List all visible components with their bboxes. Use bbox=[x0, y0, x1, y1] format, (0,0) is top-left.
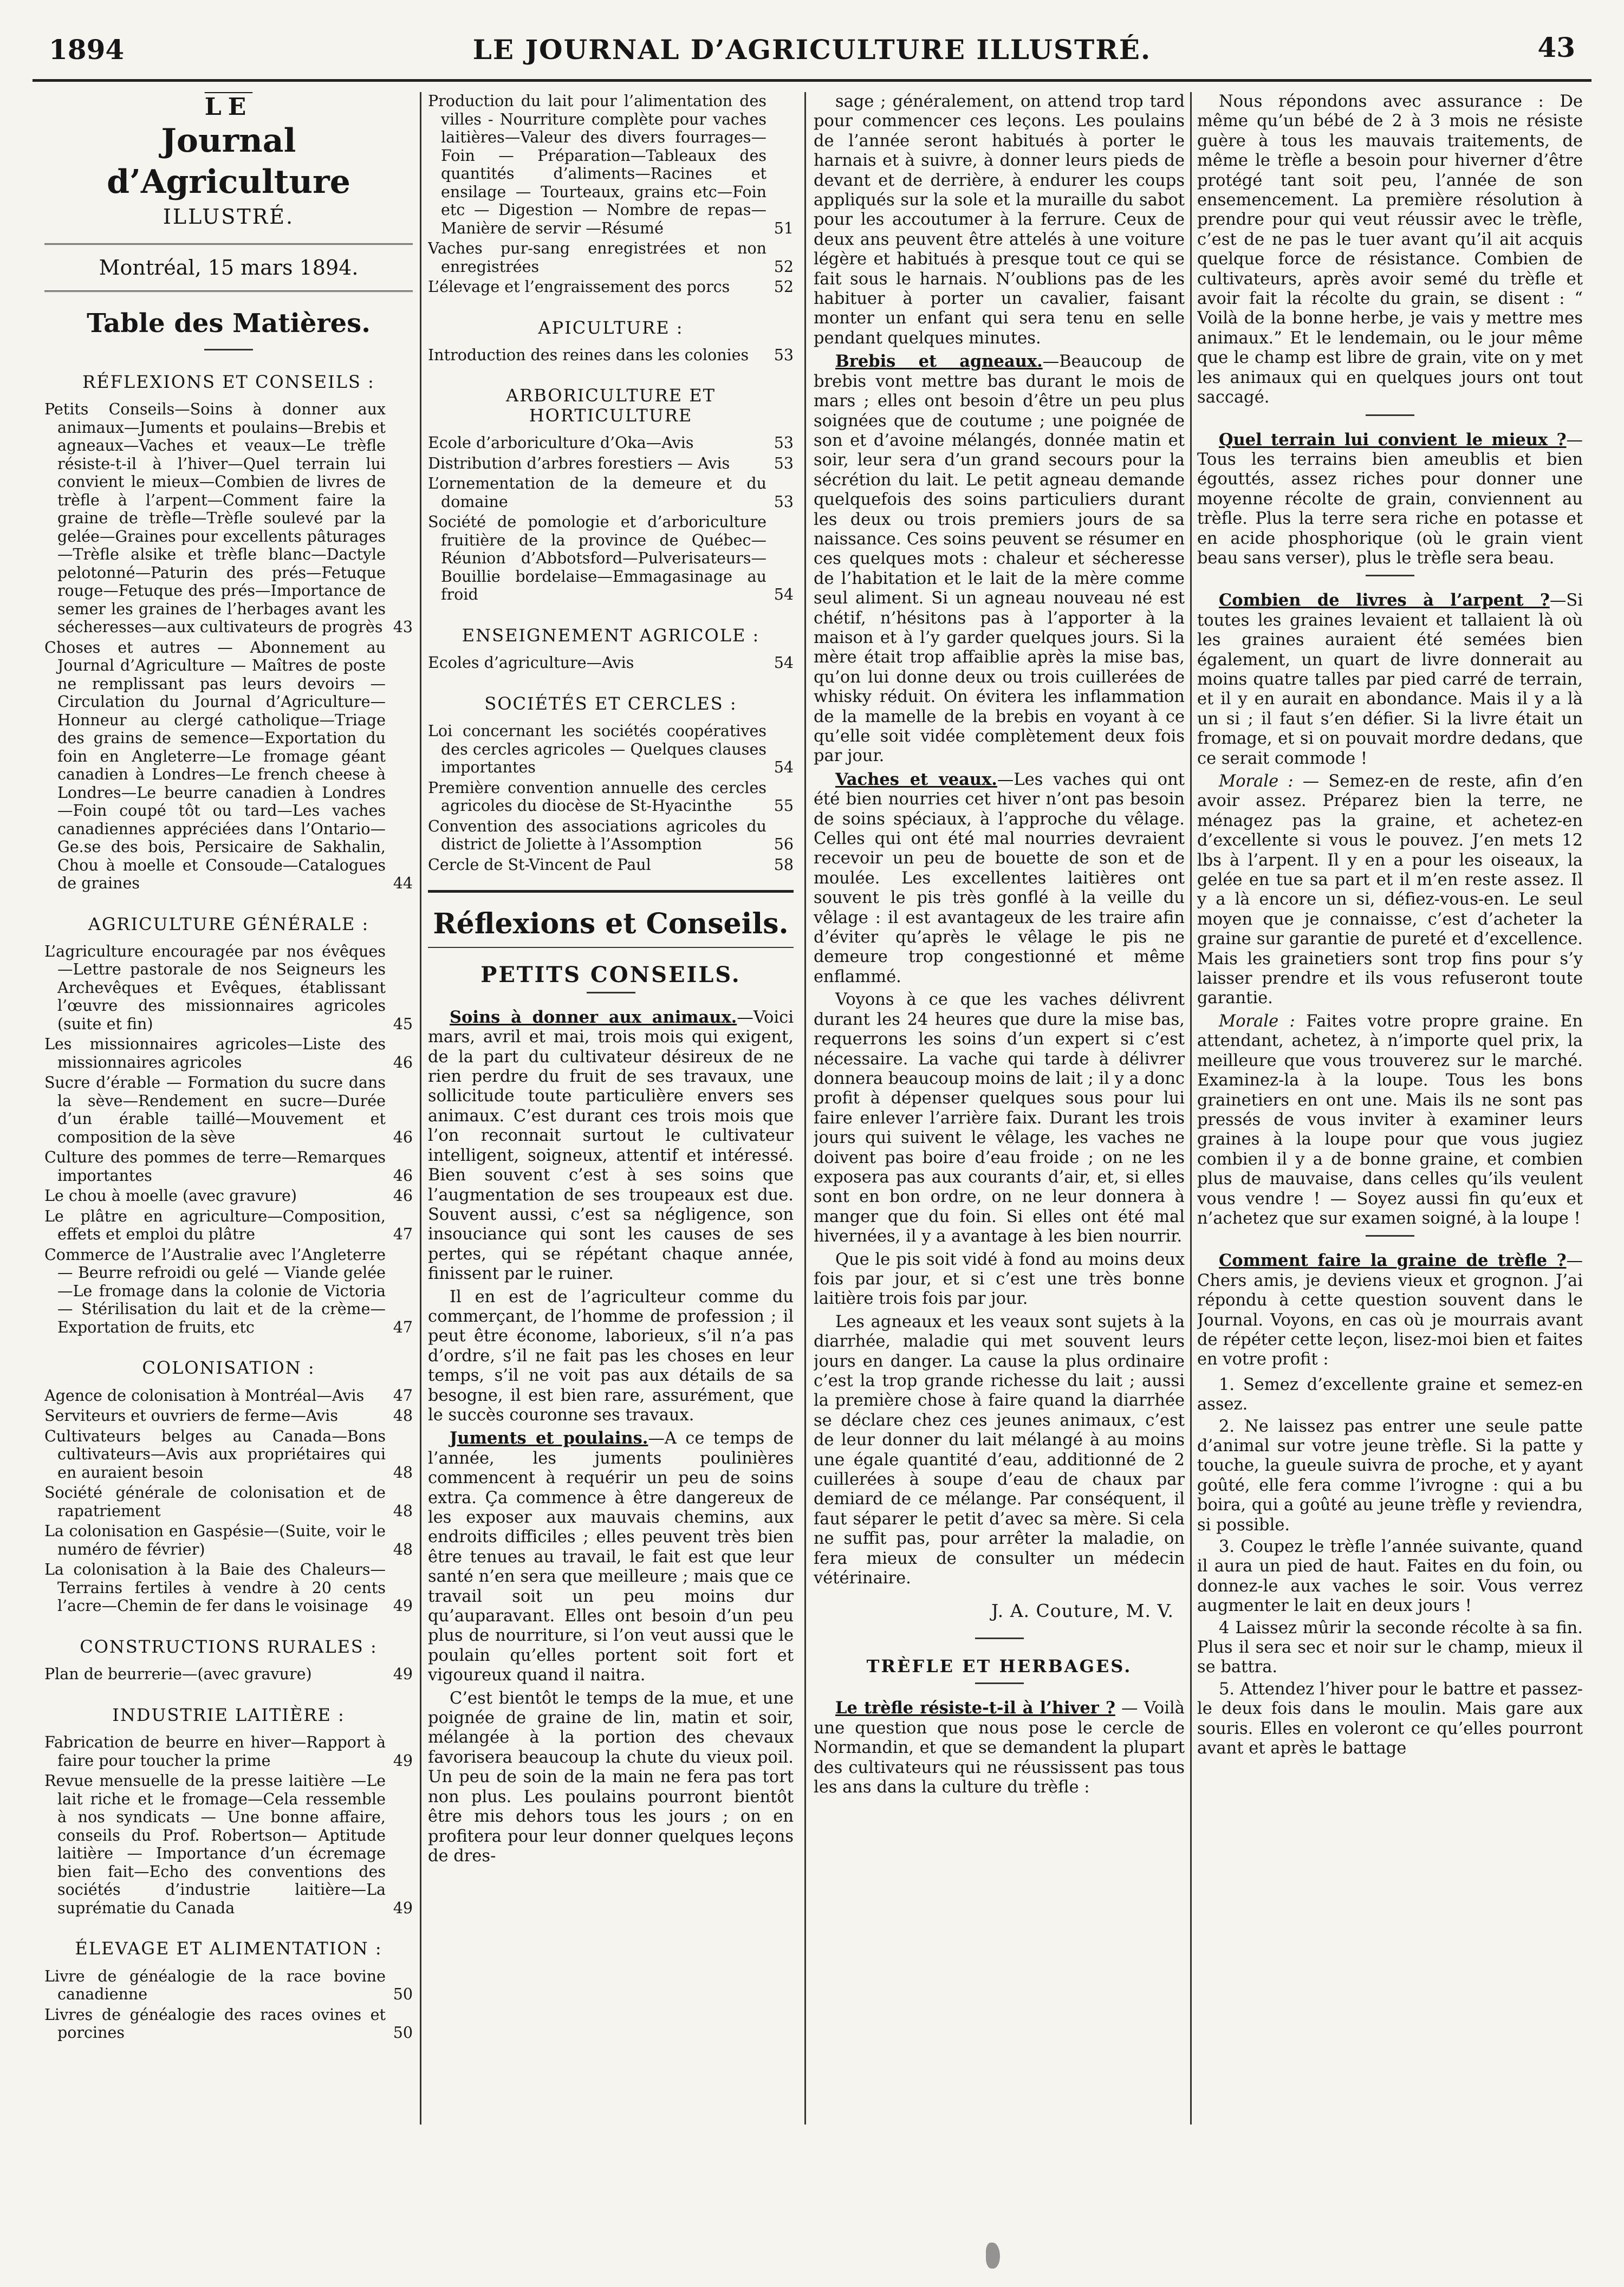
toc-entry-page: 52 bbox=[774, 257, 794, 276]
morale-label: Morale : bbox=[1219, 772, 1294, 791]
toc-entry bbox=[44, 1387, 413, 1405]
article-body-col3 bbox=[814, 92, 1185, 1588]
paragraph-text: Faites votre propre graine. En attendant, achetez, à n’importe quel prix, la meilleure que vous trouverez sur le marché. Examinez-la à la loupe. Tous les bons grainetiers en ont une. Mais ils ne sont pas pressés de vous inviter à examiner leurs graines à la loupe pour que vous jugiez combien il y a de bonne graine, et combien plus de mauvaise, dans celles qu’ils veulent vous vendre ! — Soyez aussi fin qu’eux et n’achetez que sur examen soigné, à la loupe ! bbox=[1197, 1011, 1583, 1228]
paragraph-lead: Le trèfle résiste-t-il à l’hiver ? bbox=[835, 1698, 1115, 1718]
toc-list bbox=[428, 92, 794, 296]
toc-entry bbox=[44, 1148, 413, 1185]
toc-entry bbox=[44, 1561, 413, 1615]
divider bbox=[1366, 1235, 1414, 1237]
toc-entry-text: Fabrication de beurre en hiver—Rapport à faire pour toucher la prime bbox=[44, 1733, 386, 1770]
toc-entry-page: 50 bbox=[393, 2024, 413, 2042]
masthead-name: Journal d’Agriculture bbox=[107, 122, 350, 202]
toc-entry-text: Livres de généalogie des races ovines et porcines bbox=[44, 2005, 386, 2042]
toc-entry-page: 45 bbox=[393, 1015, 413, 1033]
toc-entry-page: 48 bbox=[393, 1540, 413, 1558]
paragraph-text: — Semez-en de reste, afin d’en avoir assez. Préparez bien la terre, ne ménagez pas la graine, et achetez-en d’excellente si vous le pouvez. J’en mets 12 lbs à l’arpent. Il y en a pour les oiseaux, la gelée en tue sa part et il m’en reste assez. Il y a là encore un si, défiez-vous-en. Le seul moyen que je connaisse, c’est d’acheter la graine sur garantie de pureté et d’excellence. Mais les grainetiers sont trop fins pour s’y laisser prendre et ils vous refuseront toute garantie. bbox=[1197, 772, 1583, 1008]
toc-entry-page: 53 bbox=[774, 434, 794, 452]
dateline: Montréal, 15 mars 1894. bbox=[44, 243, 413, 292]
toc-entry-page: 49 bbox=[393, 1597, 413, 1615]
toc-section-heading: APICULTURE : bbox=[538, 317, 684, 338]
ink-blot bbox=[986, 2243, 1000, 2269]
toc-entry-text: Société de pomologie et d’arboriculture fruitière de la province de Québec—Réunion d’Abbotsford—Pulverisateurs—Bouillie bordelaise—Emmagasinage au froid bbox=[428, 513, 766, 604]
article-paragraph bbox=[814, 92, 1185, 348]
morale-paragraph bbox=[1197, 1012, 1583, 1229]
article-paragraph bbox=[428, 1288, 794, 1426]
toc-section-heading: RÉFLEXIONS ET CONSEILS : bbox=[82, 371, 375, 392]
paragraph-text: Les agneaux et les veaux sont sujets à la diarrhée, maladie qui met souvent leurs jours en danger. La cause la plus ordinaire c’est la trop grande richesse du lait ; aussi la première chose à faire quand la diarrhée se déclare chez ces jeunes animaux, c’est de leur donner du lait mélangé à au moins une égale quantité d’eau, additionné de 2 cuillerées à soupe d’eau de chaux par demiard de ce mélange. Par conséquent, il faut séparer le petit d’avec sa mère. Si cela ne suffit pas, pour arrêter la maladie, on fera mieux de consulter un médecin vétérinaire. bbox=[814, 1312, 1185, 1588]
paragraph-text: —Si toutes les graines levaient et tallaient là où les graines auraient été semées bien également, un quart de livre donnerait au moins quatre talles par pied carré de terrain, et il y en aurait en abondance. Mais il y a là un si ; il faut s’en défier. Si la livre était un fromage, et si on pouvait mordre dedans, que ce serait commode ! bbox=[1197, 591, 1583, 768]
toc-entry-page: 48 bbox=[393, 1502, 413, 1520]
toc-entry-text: Commerce de l’Australie avec l’Angleterre — Beurre refroidi ou gelé — Viande gelée—Le fromage dans la colonie de Victoria — Stérilisation du lait et de la crème—Exportation de fruits, etc bbox=[44, 1245, 386, 1336]
divider bbox=[1366, 575, 1414, 576]
toc-entry-page: 46 bbox=[393, 1187, 413, 1205]
toc-entry bbox=[44, 1187, 413, 1205]
toc-entry bbox=[44, 1484, 413, 1520]
paragraph-text: — Voilà une question que nous pose le cercle de Normandin, et que se demandent la plupart des cultivateurs qui ne réussissent pas tous les ans dans la culture du trèfle : bbox=[814, 1699, 1185, 1797]
toc-section-heading: SOCIÉTÉS ET CERCLES : bbox=[484, 693, 737, 714]
article-paragraph bbox=[814, 990, 1185, 1246]
toc-entry bbox=[428, 239, 794, 276]
toc-entry-text: Le chou à moelle (avec gravure) bbox=[44, 1187, 297, 1205]
toc-entry-text: Première convention annuelle des cercles agricoles du diocèse de St-Hyacinthe bbox=[428, 778, 766, 815]
toc-entry-text: L’ornementation de la demeure et du domaine bbox=[428, 475, 766, 511]
toc-entry-page: 47 bbox=[393, 1386, 413, 1405]
toc-entry-text: Plan de beurrerie—(avec gravure) bbox=[44, 1665, 312, 1684]
toc-entry-text: Convention des associations agricoles du district de Joliette à l’Assomption bbox=[428, 817, 766, 854]
toc-entry-page: 48 bbox=[393, 1463, 413, 1482]
toc-part-1 bbox=[44, 372, 413, 2042]
toc-entry-text: Loi concernant les sociétés coopératives des cercles agricoles — Quelques clauses importantes bbox=[428, 722, 766, 777]
toc-entry-text: Production du lait pour l’alimentation des villes - Nourriture complète pour vaches laitières—Valeur des divers fourrages—Foin — Préparation—Tableaux des quantités d’aliments—Racines et ensilage — Tourteaux, grains etc—Foin etc — Digestion — Nombre de repas—Manière de servir —Résumé bbox=[428, 92, 766, 237]
toc-entry-page: 49 bbox=[393, 1665, 413, 1684]
author-signature: J. A. Couture, M. V. bbox=[991, 1600, 1174, 1622]
toc-entry-page: 54 bbox=[774, 654, 794, 672]
paragraph-text: —Voici mars, avril et mai, trois mois qui exigent, de la part du cultivateur désireux de ne rien perdre du fruit de ses travaux, une sollicitude toute particulière envers ses animaux. C’est durant ces trois mois que l’on reconnait surtout le cultivateur intelligent, soigneux, attentif et intéressé. Bien souvent c’est à ses soins que l’augmentation de ses troupeaux est due. Souvent aussi, c’est sa négligence, son insouciance qui sont les causes de ses pertes, qui se répétant chaque année, finissent par le ruiner. bbox=[428, 1008, 794, 1284]
toc-entry-text: Le plâtre en agriculture—Composition, effets et emploi du plâtre bbox=[44, 1207, 386, 1244]
toc-entry-page: 46 bbox=[393, 1166, 413, 1185]
toc-entry bbox=[44, 1407, 413, 1425]
toc-entry bbox=[44, 1246, 413, 1337]
paragraph-text: — Tous les terrains bien ameublis et bien égouttés, assez riches pour donner une moyenne récolte de grain, conviennent au trèfle. Plus la terre sera riche en potasse et en acide phosphorique (où le grain vient beau sans verser), plus le trèfle sera beau. bbox=[1197, 430, 1583, 568]
question-heading: Comment faire la graine de trèfle ? bbox=[1219, 1251, 1567, 1271]
toc-list bbox=[428, 434, 794, 604]
toc-entry-page: 54 bbox=[774, 758, 794, 777]
toc-entry-page: 46 bbox=[393, 1128, 413, 1146]
column-4 bbox=[1197, 92, 1583, 2135]
toc-entry bbox=[428, 722, 794, 777]
toc-entry bbox=[44, 2006, 413, 2042]
toc-entry bbox=[428, 346, 794, 365]
article-paragraph bbox=[814, 770, 1185, 987]
toc-entry bbox=[44, 1733, 413, 1770]
header-title: LE JOURNAL D’AGRICULTURE ILLUSTRÉ. bbox=[472, 34, 1152, 66]
toc-entry-text: Ecoles d’agriculture—Avis bbox=[428, 654, 634, 672]
toc-section-heading: ÉLEVAGE ET ALIMENTATION : bbox=[75, 1938, 382, 1959]
header-year: 1894 bbox=[49, 34, 125, 66]
toc-list bbox=[428, 346, 794, 365]
toc-entry-page: 47 bbox=[393, 1318, 413, 1336]
toc-entry-page: 53 bbox=[774, 346, 794, 364]
toc-entry bbox=[428, 856, 794, 874]
toc-entry-text: Revue mensuelle de la presse laitière —Le lait riche et le fromage—Cela ressemble à nos syndicats — Une bonne affaire, conseils du Prof. Robertson— Aptitude laitière — Importance d’un écremage bien fait—Echo des conventions des sociétés d’industrie laitière—La suprématie du Canada bbox=[44, 1772, 386, 1917]
toc-entry bbox=[428, 513, 794, 604]
paragraph-lead: Brebis et agneaux. bbox=[835, 352, 1043, 372]
column-divider bbox=[420, 92, 421, 2124]
paragraph-text: C’est bientôt le temps de la mue, et une poignée de graine de lin, matin et soir, mélangée à la portion des chevaux favorisera beaucoup la chute du vieux poil. Un peu de soin de la main ne fera pas tort non plus. Les poulains pourront bientôt être mis dehors tous les jours ; on en profitera pour leur donner quelques leçons de dres- bbox=[428, 1688, 794, 1866]
toc-entry-text: Cultivateurs belges au Canada—Bons cultivateurs—Avis aux propriétaires qui en auraient besoin bbox=[44, 1427, 386, 1482]
paragraph-text: —Beaucoup de brebis vont mettre bas durant le mois de mars ; elles ont besoin d’être un peu plus soignées que de coutume ; une poignée de son et d’avoine mélangés, donnée matin et soir, leur sera d’un grand secours pour la sécrétion du lait. Le petit agneau demande quelquefois des soins particuliers durant les deux ou trois premiers jours de sa naissance. Ces soins peuvent se résumer en ces quelques mots : chaleur et sécheresse de l’habitation et le lait de la mère comme seul aliment. Si un agneau nouveau né est chétif, n’hésitons pas à l’apporter à la maison et à l’y garder quelques jours. Si la mère était trop affaiblie après la mise bas, qu’on lui donne deux ou trois cuillerées de whisky réduit. On évitera les inflammation de la mamelle de la brebis en voyant à ce qu’elle soit vidée complètement deux fois par jour. bbox=[814, 352, 1185, 766]
toc-entry-page: 49 bbox=[393, 1899, 413, 1917]
column-1 bbox=[44, 92, 413, 2135]
toc-entry-page: 46 bbox=[393, 1053, 413, 1071]
header-page-number: 43 bbox=[1537, 31, 1575, 63]
toc-entry bbox=[428, 817, 794, 854]
toc-entry bbox=[44, 1427, 413, 1482]
paragraph-text: sage ; généralement, on attend trop tard pour commencer ces leçons. Les poulains de l’année seront habitués à porter le harnais et à suivre, à donner leurs pieds de devant et de derrière, à endurer les coups appliqués sur la sole et la muraille du sabot pour les accoutumer à la ferrure. Ceux de deux ans peuvent être attelés à une voiture légère et habitués à presque tout ce qui se fait sous le harnais. N’oublions pas de les habituer à porter un cavalier, faisant monter un enfant qui sera tenu en selle pendant quelques minutes. bbox=[814, 92, 1185, 348]
article-body-col4 bbox=[1197, 92, 1583, 1370]
toc-list bbox=[44, 1387, 413, 1615]
numbered-step: 2. Ne laissez pas entrer une seule patte d’animal sur votre jeune trèfle. Si la patte y touche, la gueule suivra de proche, et y ayant goûté, elle fera comme l’ivrogne : qui a bu boira, qui a goûté au jeune trèfle y reviendra, si possible. bbox=[1197, 1417, 1583, 1535]
toc-entry-page: 48 bbox=[393, 1407, 413, 1425]
toc-entry-text: La colonisation en Gaspésie—(Suite, voir le numéro de février) bbox=[44, 1522, 386, 1558]
toc-entry-page: 54 bbox=[774, 586, 794, 604]
divider bbox=[204, 349, 253, 350]
divider bbox=[428, 947, 794, 948]
toc-entry-text: Vaches pur-sang enregistrées et non enregistrées bbox=[428, 239, 766, 276]
article-paragraph bbox=[1197, 1251, 1583, 1369]
toc-entry-text: La colonisation à la Baie des Chaleurs—Terrains fertiles à vendre à 20 cents l’acre—Chemin de fer dans le voisinage bbox=[44, 1561, 386, 1615]
toc-entry-page: 53 bbox=[774, 454, 794, 472]
article-paragraph: Nous répondons avec assurance : De même qu’un bébé de 2 à 3 mois ne résiste guère à tous les mauvais traitements, de même le trèfle a besoin pour hiverner d’être protégé tant soit peu, l’année de son ensemencement. La première résolution à prendre pour qui veut réussir avec le trèfle, c’est de ne pas le tuer avant qu’il ait acquis quelque force de résistance. Combien de cultivateurs, après avoir semé du trèfle et avoir fait la récolte du grain, se disent : “ Voilà de la bonne herbe, je vais y mettre mes animaux.” Et le lendemain, ou le jour même que le champ est libre de grain, vite on y met les animaux qui en quelques jours ont tout saccagé. bbox=[1197, 92, 1583, 407]
toc-entry-text: Les missionnaires agricoles—Liste des missionnaires agricoles bbox=[44, 1035, 386, 1071]
toc-entry-text: Cercle de St-Vincent de Paul bbox=[428, 855, 651, 874]
toc-entry bbox=[44, 639, 413, 893]
toc-entry bbox=[44, 943, 413, 1034]
column-divider bbox=[1190, 92, 1192, 2124]
toc-list bbox=[44, 1967, 413, 2042]
masthead-le: $\overline{LE}$ bbox=[204, 93, 253, 121]
toc-list bbox=[44, 1733, 413, 1917]
article-paragraph bbox=[428, 1008, 794, 1284]
paragraph-text: —Les vaches qui ont été bien nourries cet hiver n’ont pas besoin de soins spéciaux, à l’approche du vêlage. Celles qui ont été mal nourries devraient recevoir un peu de bouette de son et de moulée. Les excellentes laitières ont souvent le pis très gonflé à la veille du vêlage : il est avantageux de les traire afin d’éviter qu’après le vêlage le pis ne demeure trop congestionné et même enflammé. bbox=[814, 770, 1185, 986]
toc-entry bbox=[44, 1522, 413, 1558]
paragraph-text: — Chers amis, je deviens vieux et grognon. J’ai répondu à cette question souvent dans le Journal. Voyons, en cas où je mourrais avant de répéter cette leçon, lisez-moi bien et faites en votre profit : bbox=[1197, 1251, 1583, 1369]
toc-entry bbox=[44, 1035, 413, 1071]
toc-section-heading: AGRICULTURE GÉNÉRALE : bbox=[88, 913, 369, 934]
divider bbox=[1366, 414, 1414, 416]
header-rule bbox=[33, 79, 1591, 82]
toc-section-heading: ENSEIGNEMENT AGRICOLE : bbox=[462, 625, 760, 646]
toc-entry-page: 43 bbox=[393, 618, 413, 636]
morale-paragraph bbox=[1197, 772, 1583, 1009]
question-heading: Combien de livres à l’arpent ? bbox=[1219, 590, 1550, 610]
toc-entry-page: 58 bbox=[774, 855, 794, 874]
running-header bbox=[33, 29, 1591, 76]
toc-entry bbox=[428, 434, 794, 452]
numbered-step: 1. Semez d’excellente graine et semez-en assez. bbox=[1197, 1375, 1583, 1414]
numbered-step: 4 Laissez mûrir la seconde récolte à sa fin. Plus il sera sec et noir sur le champ, mieux il se battra. bbox=[1197, 1618, 1583, 1677]
toc-section-heading: COLONISATION : bbox=[142, 1357, 315, 1379]
numbered-steps bbox=[1197, 1375, 1583, 1759]
toc-list bbox=[44, 400, 413, 893]
trefle-intro-paragraph bbox=[814, 1698, 1185, 1797]
article-paragraph bbox=[814, 352, 1185, 766]
numbered-step: 3. Coupez le trèfle l’année suivante, quand il aura un pied de haut. Faites en du foin, ou donnez-le aux vaches le soir. Vous verrez augmenter le lait en deux jours ! bbox=[1197, 1537, 1583, 1616]
divider bbox=[975, 1682, 1024, 1684]
toc-list bbox=[44, 1665, 413, 1684]
toc-entry bbox=[44, 1207, 413, 1244]
toc-entry-text: Distribution d’arbres forestiers — Avis bbox=[428, 454, 730, 472]
toc-entry bbox=[428, 278, 794, 296]
toc-entry-text: Livre de généalogie de la race bovine canadienne bbox=[44, 1967, 386, 2004]
toc-entry-text: Introduction des reines dans les colonies bbox=[428, 346, 749, 364]
toc-entry-text: Agence de colonisation à Montréal—Avis bbox=[44, 1386, 365, 1405]
toc-entry-text: L’élevage et l’engraissement des porcs bbox=[428, 278, 730, 296]
paragraph-text: —A ce temps de l’année, les juments poulinières commencent à requérir un peu de soins extra. Ça commence à être dangereux de les exposer aux mauvais chemins, aux endroits difficiles ; elles peuvent très bien être tenues au travail, le fait est que leur santé n’en sera que meilleure ; mais que ce travail soit un peu moins dur qu’auparavant. Elles ont besoin d’un peu plus de nourriture, si l’on veut aussi que le poulain qu’elles portent soit fort et vigoureux quand il naitra. bbox=[428, 1429, 794, 1685]
toc-entry-text: Choses et autres — Abonnement au Journal d’Agriculture — Maîtres de poste ne remplissant pas leurs devoirs —Circulation du Journal d’Agriculture—Honneur au clergé catholique—Triage des grains de semence—Exportation du foin en Angleterre—Le fromage géant canadien à Londres—Le french cheese à Londres—Le beurre canadien à Londres—Foin coupé tôt ou tard—Les vaches canadiennes appréciées dans l’Ontario—Ge.se des bois, Persicaire de Sakhalin, Chou à moelle et Consoude—Catalogues de graines bbox=[44, 638, 386, 893]
toc-entry-page: 44 bbox=[393, 874, 413, 893]
article-paragraph bbox=[1197, 590, 1583, 769]
column-divider bbox=[804, 92, 806, 2124]
article-body-col2 bbox=[428, 1008, 794, 1866]
toc-section-heading: ARBORICULTURE ET HORTICULTURE bbox=[505, 385, 716, 426]
toc-entry bbox=[428, 92, 794, 237]
toc-entry-page: 50 bbox=[393, 1985, 413, 2004]
article-paragraph bbox=[814, 1313, 1185, 1589]
toc-entry-page: 56 bbox=[774, 835, 794, 854]
article-paragraph bbox=[428, 1428, 794, 1685]
trefle-section-title: TRÈFLE ET HERBAGES. bbox=[866, 1655, 1132, 1677]
paragraph-text: Que le pis soit vidé à fond au moins deux fois par jour, et si c’est une très bonne laitière trois fois par jour. bbox=[814, 1250, 1185, 1309]
paragraph-text: Il en est de l’agriculteur comme du commerçant, de l’homme de profession ; il peut être économe, laborieux, s’il n’a pas d’ordre, s’il ne fait pas les choses en leur temps, s’il ne voit pas aux détails de sa besogne, il est bien rare, assurément, que le succès couronne ses travaux. bbox=[428, 1287, 794, 1425]
numbered-step: 5. Attendez l’hiver pour le battre et passez-le deux fois dans le moulin. Mais gare aux souris. Elles en voleront ce qu’elles pourront avant et après le battage bbox=[1197, 1679, 1583, 1758]
masthead-illustre: ILLUSTRÉ. bbox=[163, 205, 295, 229]
toc-section-heading: CONSTRUCTIONS RURALES : bbox=[80, 1636, 378, 1657]
divider bbox=[587, 992, 635, 993]
toc-entry-text: L’agriculture encouragée par nos évêques—Lettre pastorale de nos Seigneurs les Archevêques et Evêques, établissant l’œuvre des missionnaires agricoles (suite et fin) bbox=[44, 942, 386, 1033]
toc-entry-text: Culture des pommes de terre—Remarques importantes bbox=[44, 1148, 386, 1185]
column-2 bbox=[428, 92, 794, 2135]
toc-entry-page: 53 bbox=[774, 492, 794, 511]
toc-list bbox=[44, 943, 413, 1337]
morale-label: Morale : bbox=[1219, 1011, 1295, 1031]
toc-entry-page: 51 bbox=[774, 219, 794, 237]
divider bbox=[428, 890, 794, 893]
paragraph-lead: Vaches et veaux. bbox=[835, 769, 997, 789]
toc-entry-page: 52 bbox=[774, 278, 794, 296]
divider bbox=[975, 1638, 1024, 1639]
toc-entry-text: Ecole d’arboriculture d’Oka—Avis bbox=[428, 434, 694, 452]
toc-entry-text: Sucre d’érable — Formation du sucre dans la sève—Rendement en sucre—Durée d’un érable taillé—Mouvement et composition de la sève bbox=[44, 1074, 386, 1146]
toc-entry bbox=[428, 454, 794, 473]
toc-entry-page: 55 bbox=[774, 797, 794, 815]
toc-entry-page: 47 bbox=[393, 1225, 413, 1244]
toc-list bbox=[428, 654, 794, 672]
paragraph-lead: Soins à donner aux animaux. bbox=[450, 1007, 737, 1027]
toc-entry-page: 49 bbox=[393, 1751, 413, 1770]
toc-entry bbox=[44, 1967, 413, 2004]
toc-part-2 bbox=[428, 92, 794, 874]
toc-entry bbox=[428, 779, 794, 815]
toc-entry bbox=[428, 654, 794, 672]
paragraph-text: Voyons à ce que les vaches délivrent durant les 24 heures que dure la mise bas, requerrons les soins d’un expert si c’est nécessaire. La vache qui tarde à délivrer donnera beaucoup moins de lait ; il y a donc profit à dépenser quelques sous pour lui faire enlever l’arrière faix. Durant les trois jours qui suivent le vêlage, les vaches ne doivent pas boire d’eau froide ; on ne les exposera pas aux courants d’air, et, si elles sont en bon ordre, on ne leur donnera à manger que du foin. Si elles ont été mal hivernées, il y a avantage à les bien nourrir. bbox=[814, 990, 1185, 1246]
article-paragraph bbox=[1197, 430, 1583, 569]
article-section-title: Réflexions et Conseils. bbox=[433, 907, 789, 941]
toc-entry-text: Société générale de colonisation et de rapatriement bbox=[44, 1484, 386, 1520]
toc-entry bbox=[44, 400, 413, 636]
paragraph-lead: Juments et poulains. bbox=[450, 1428, 648, 1448]
toc-title: Table des Matières. bbox=[87, 308, 371, 339]
toc-entry-text: Serviteurs et ouvriers de ferme—Avis bbox=[44, 1407, 338, 1425]
article-paragraph bbox=[428, 1689, 794, 1867]
article-subsection: PETITS CONSEILS. bbox=[480, 962, 741, 988]
toc-entry bbox=[428, 475, 794, 511]
article-paragraph bbox=[814, 1250, 1185, 1309]
toc-list bbox=[428, 722, 794, 874]
toc-entry bbox=[44, 1665, 413, 1684]
toc-entry bbox=[44, 1074, 413, 1146]
toc-entry bbox=[44, 1772, 413, 1917]
question-heading: Quel terrain lui convient le mieux ? bbox=[1219, 430, 1567, 450]
toc-entry-text: Petits Conseils—Soins à donner aux animaux—Juments et poulains—Brebis et agneaux—Vaches et veaux—Le trèfle résiste-t-il à l’hiver—Quel terrain lui convient le mieux—Combien de livres de trèfle à l’arpent—Comment faire la graine de trèfle—Trèfle soulevé par la gelée—Graines pour excellents pâturages—Trèfle alsike et trèfle blanc—Dactyle pelotonné—Paturin des prés—Fetuque rouge—Fetuque des prés—Importance de semer les graines de l’herbages avant les sécheresses—aux cultivateurs de progrès bbox=[44, 400, 386, 636]
column-3 bbox=[814, 92, 1185, 2135]
toc-section-heading: INDUSTRIE LAITIÈRE : bbox=[112, 1704, 345, 1725]
